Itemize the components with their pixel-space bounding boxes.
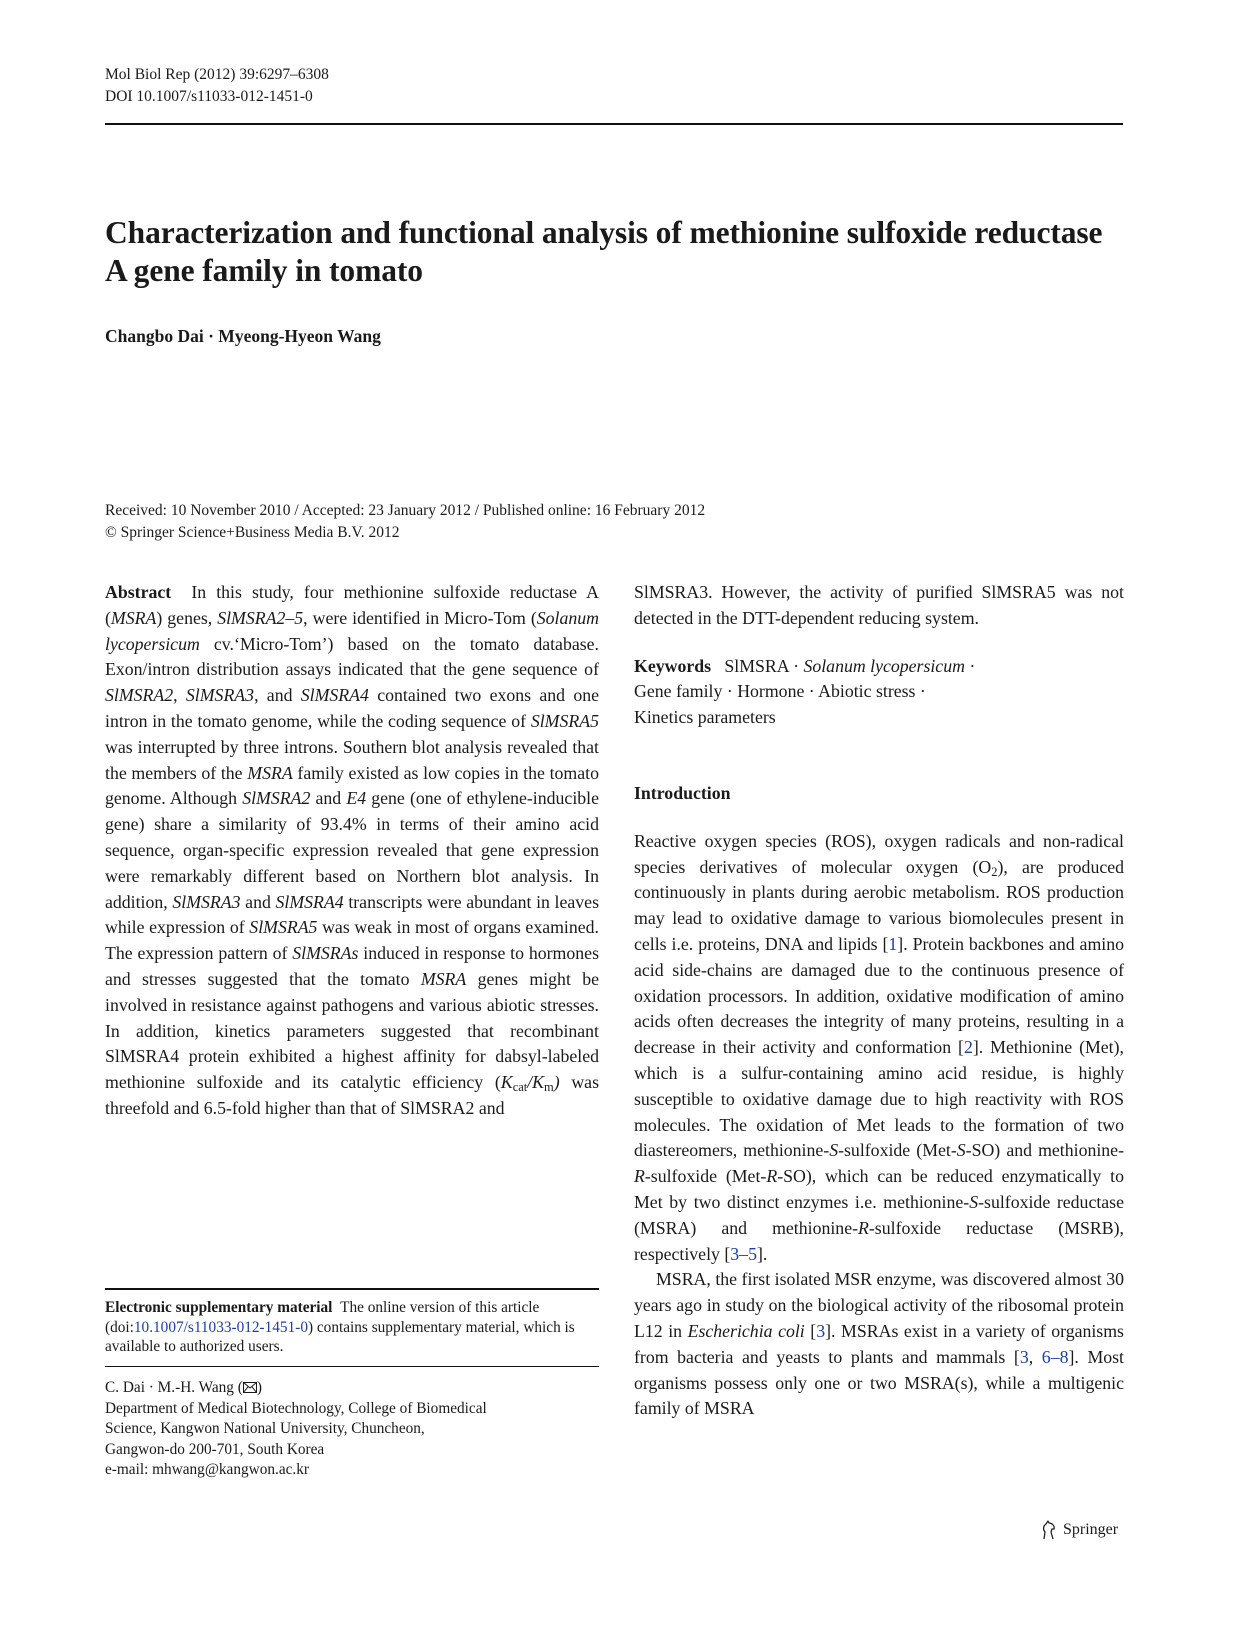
affiliation-authors: C. Dai · M.-H. Wang (	[105, 1379, 243, 1396]
authors: Changbo Dai · Myeong-Hyeon Wang	[105, 326, 381, 346]
abstract-text: Abstract In this study, four methionine sulfoxide reductase A (MSRA) genes, SlMSRA2–5, were identified in Micro-Tom (Solanum lycopersicum cv.‘Micro-Tom’) based on the tomato database. Exon/intron distribution assays indicated that the gene sequence of SlMSRA2, SlMSRA3, and SlMSRA4 contained two exons and one intron in the tomato genome, while the coding sequence of SlMSRA5 was interrupted by three introns. Southern blot analysis revealed that the members of the MSRA family existed as low copies in the tomato genome. Although SlMSRA2 and E4 gene (one of ethylene-inducible gene) share a similarity of 93.4% in terms of their amino acid sequence, organ-specific expression revealed that gene expression were remarkably different based on Northern blot analysis. In addition, SlMSRA3 and SlMSRA4 transcripts were abundant in leaves while expression of SlMSRA5 was weak in most of organs examined. The expression pattern of SlMSRAs induced in response to hormones and stresses suggested that the tomato MSRA genes might be involved in resistance against pathogens and various abiotic stresses. In addition, kinetics parameters suggested that recombinant SlMSRA4 protein exhibited a highest affinity for dabsyl-labeled methionine sulfoxide and its catalytic efficiency $(K_{cat}/K_m)$ was threefold and 6.5-fold higher than that of SlMSRA2 and	[105, 582, 599, 1118]
history-dates: Received: 10 November 2010 / Accepted: 23 January 2012 / Published online: 16 February 2012	[105, 502, 706, 519]
section-heading-introduction: Introduction	[634, 782, 731, 803]
journal-citation: Mol Biol Rep (2012) 39:6297–6308	[105, 66, 329, 83]
affiliation-dept: Department of Medical Biotechnology, College of Biomedical	[105, 1399, 487, 1417]
doi-link[interactable]: 10.1007/s11033-012-1451-0	[133, 1318, 308, 1336]
affiliation: C. Dai · M.-H. Wang ( ) Department of Medical Biotechnology, College of Biomedical Science, Kangwon National University, Chuncheon, Gangwon-do 200-701, South Korea e-mail: mhwang@kangwon.ac.kr	[105, 1378, 599, 1481]
affiliation-school: Science, Kangwon National University, Chuncheon,	[105, 1420, 425, 1437]
springer-horse-icon	[1040, 1520, 1058, 1540]
doi: DOI 10.1007/s11033-012-1451-0	[105, 88, 313, 105]
envelope-icon	[243, 1382, 257, 1393]
intro-paragraph-2: MSRA, the first isolated MSR enzyme, was discovered almost 30 years ago in study on the biological activity of the ribosomal protein L12 in Escherichia coli [3]. MSRAs exist in a variety of organisms from bacteria and yeasts to plants and mammals [3, 6–8]. Most organisms possess only one or two MSRA(s), while a multigenic family of MSRA	[634, 1269, 1125, 1419]
right-column	[634, 580, 1124, 1422]
affiliation-email[interactable]: e-mail: mhwang@kangwon.ac.kr	[105, 1461, 309, 1478]
abstract-continued: SlMSRA3. However, the activity of purified SlMSRA5 was not detected in the DTT-dependent reducing system.	[634, 582, 1124, 628]
supplementary-note: Electronic supplementary material The online version of this article (doi:10.1007/s11033-012-1451-0) contains supplementary material, which is available to authorized users.	[105, 1299, 575, 1355]
copyright: © Springer Science+Business Media B.V. 2012	[105, 524, 400, 541]
keywords: Keywords SlMSRA · Solanum lycopersicum · Gene family · Hormone · Abiotic stress · Kinetics parameters	[634, 655, 976, 728]
publisher-name: Springer	[1063, 1521, 1119, 1538]
header-rule	[105, 123, 1123, 125]
esm-label: Electronic supplementary material	[105, 1299, 333, 1316]
affiliation-rule	[105, 1366, 599, 1367]
publication-dates	[105, 500, 705, 544]
abstract-label: Abstract	[105, 582, 172, 602]
keywords-label: Keywords	[634, 655, 712, 676]
publisher-logo	[1040, 1520, 1118, 1540]
intro-paragraph-1: Reactive oxygen species (ROS), oxygen radicals and non-radical species derivatives of molecular oxygen $(O_2)$, are produced continuously in plants during aerobic metabolism. ROS production may lead to oxidative damage to various biomolecules present in cells i.e. proteins, DNA and lipids [1]. Protein backbones and amino acid side-chains are damaged due to the continuous presence of oxidation processors. In addition, oxidative modification of amino acids often decreases the integrity of many proteins, resulting in a decrease in their activity and conformation [2]. Methionine (Met), which is a sulfur-containing amino acid residue, is highly susceptible to oxidative damage due to high reactivity with ROS molecules. The oxidation of Met leads to the formation of two diastereomers, methionine-S-sulfoxide (Met-S-SO) and methionine-R-sulfoxide (Met-R-SO), which can be reduced enzymatically to Met by two distinct enzymes i.e. methionine-S-sulfoxide reductase (MSRA) and methionine-R-sulfoxide reductase (MSRB), respectively [3–5].	[634, 830, 1125, 1264]
running-header	[105, 64, 329, 108]
footnote-rule	[105, 1288, 599, 1290]
abstract	[105, 580, 599, 1122]
affiliation-place: Gangwon-do 200-701, South Korea	[105, 1440, 325, 1458]
article-title: Characterization and functional analysis of methionine sulfoxide reductase A gene family in tomato	[105, 215, 1103, 288]
